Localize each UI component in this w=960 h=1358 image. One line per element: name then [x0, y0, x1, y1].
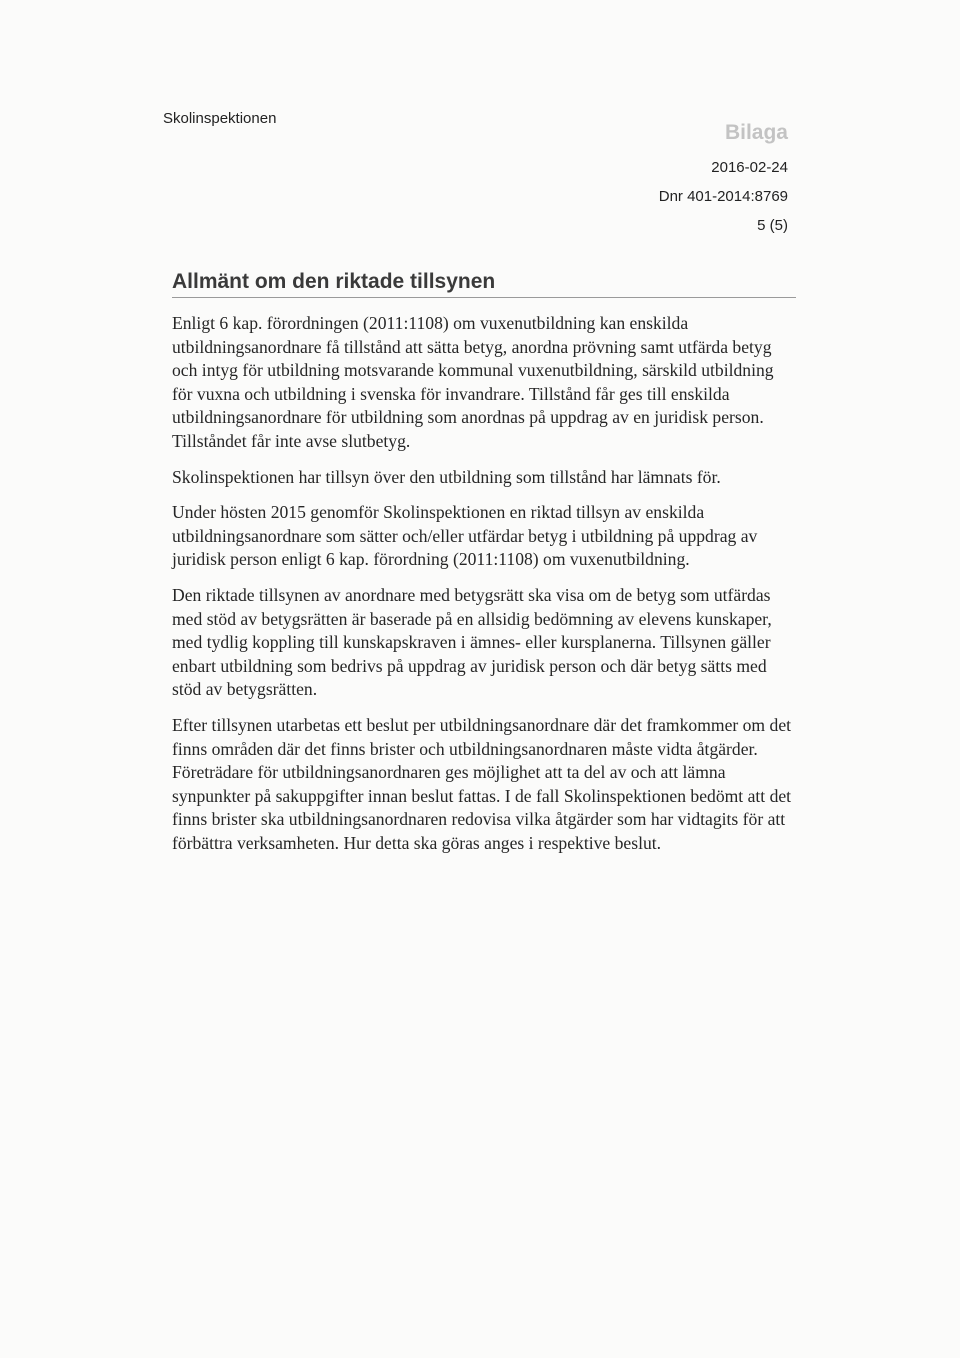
paragraph: Den riktade tillsynen av anordnare med betygsrätt ska visa om de betyg som utfärdas med stöd av betygsrätten är baserade på en allsidig bedömning av elevens kunskaper, med tydlig koppling till kunskapskraven i ämnes- eller kursplanerna. Tillsynen gäller enbart utbildning som bedrivs på uppdrag av juridisk person och där betyg sätts med stöd av betygsrätten. [172, 584, 772, 700]
paragraph: Under hösten 2015 genomför Skolinspektionen en riktad tillsyn av enskilda utbildningsanordnare som sätter och/eller utfärdar betyg i utbildning på uppdrag av juridisk person enligt 6 kap. förordning (2011:1108) om vuxenutbildning. [172, 502, 758, 570]
section-heading: Allmänt om den riktade tillsynen [172, 270, 796, 298]
attachment-label: Bilaga [724, 121, 788, 144]
paragraph: Skolinspektionen har tillsyn över den utbildning som tillstånd har lämnats för. [172, 466, 721, 487]
paragraph: Efter tillsynen utarbetas ett beslut per utbildningsanordnare där det framkommer om det finns områden där det finns brister och utbildningsanordnaren måste vidta åtgärder. Företrädare för utbildningsanordnaren ges möjlighet att ta del av och att lämna synpunkter på sakuppgifter innan beslut fattas. I de fall Skolinspektionen bedömt att det finns brister ska utbildningsanordnaren redovisa vilka åtgärder som har vidtagits för att förbättra verksamheten. Hur detta ska göras anges i respektive beslut. [172, 714, 792, 853]
document-meta [659, 121, 788, 240]
document-date: 2016-02-24 [711, 159, 788, 176]
section-body [172, 312, 798, 867]
paragraph: Enligt 6 kap. förordningen (2011:1108) om vuxenutbildning kan enskilda utbildningsanordnare få tillstånd att sätta betyg, anordna prövning samt utfärda betyg och intyg för utbildning motsvarande kommunal vuxenutbildning, särskild utbildning för vuxna och utbildning i svenska för invandrare. Tillstånd får ges till enskilda utbildningsanordnare för utbildning som anordnas på uppdrag av en juridisk person. Tillståndet får inte avse slutbetyg. [172, 313, 774, 451]
organization-name: Skolinspektionen [163, 110, 277, 127]
page-number: 5 (5) [757, 217, 788, 234]
reference-number: Dnr 401-2014:8769 [658, 188, 788, 205]
